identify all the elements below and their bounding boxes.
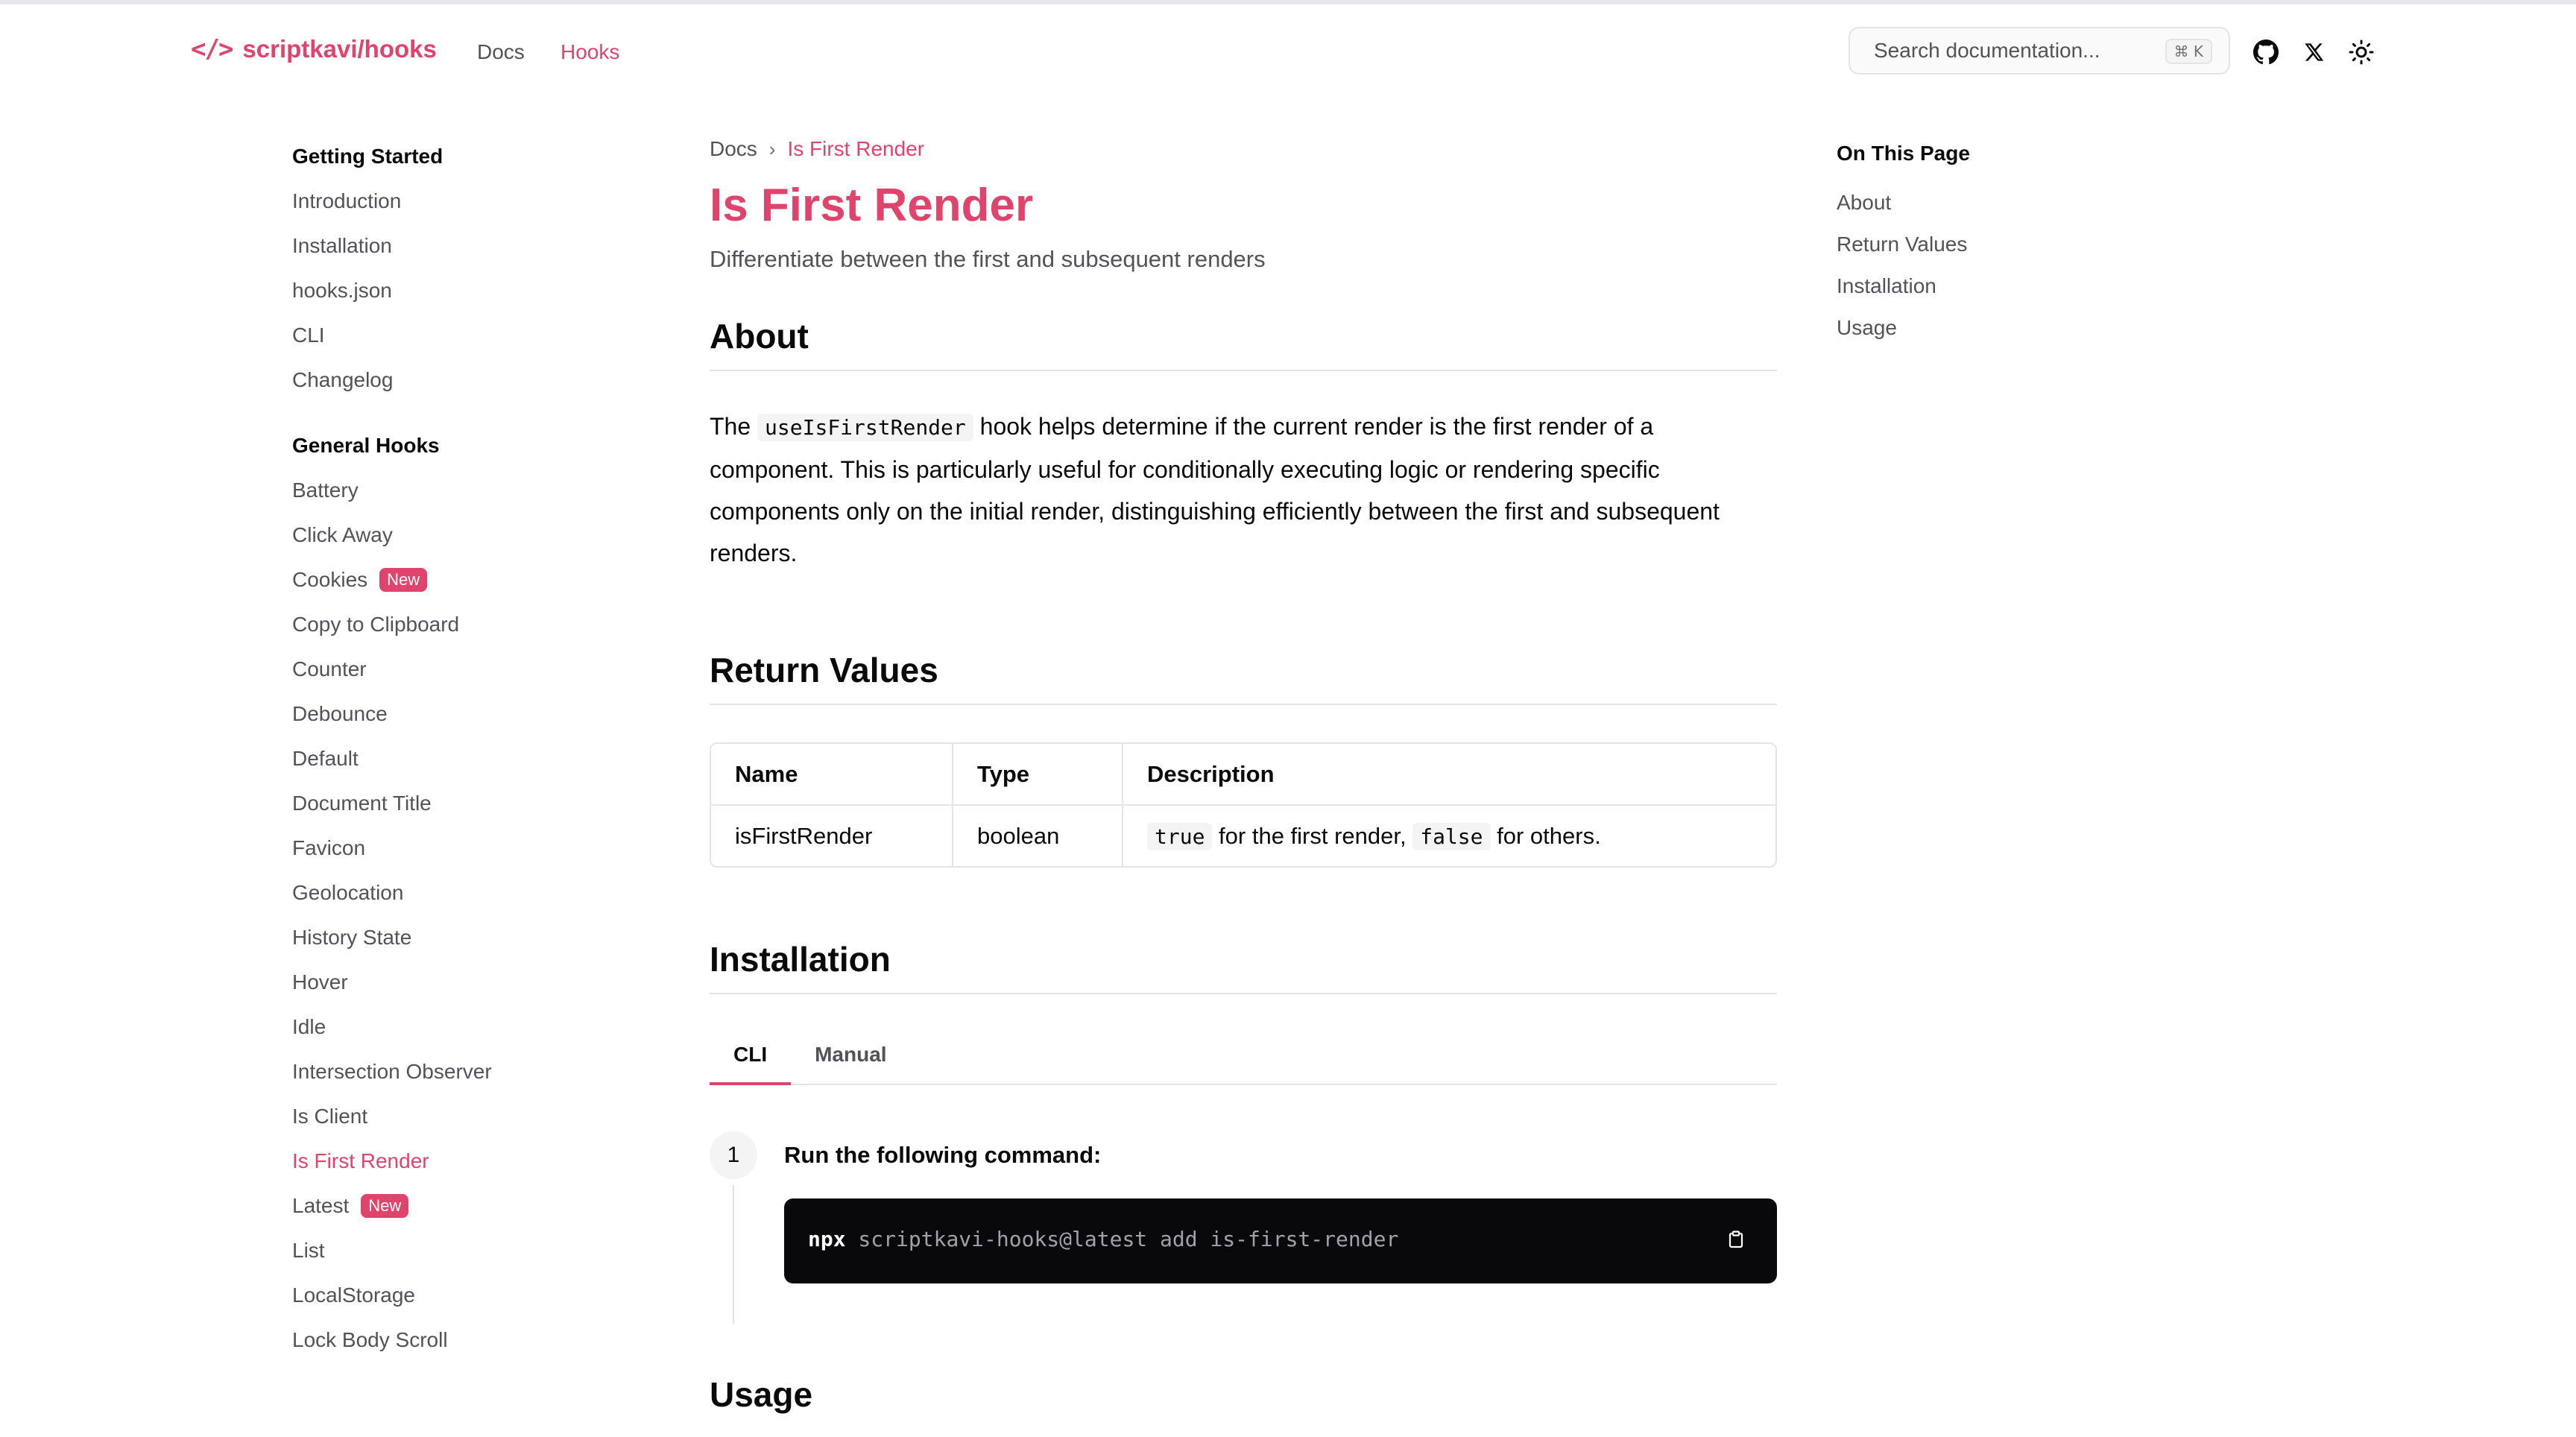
sidebar-item-changelog[interactable]: Changelog xyxy=(292,368,394,391)
search-shortcut: ⌘ K xyxy=(2165,39,2212,64)
sidebar-item-history-state[interactable]: History State xyxy=(292,926,412,949)
cell-name: isFirstRender xyxy=(735,822,873,849)
code-brackets-icon: </> xyxy=(191,34,233,64)
breadcrumb-current: Is First Render xyxy=(787,137,925,160)
nav-docs-link[interactable]: Docs xyxy=(477,40,525,63)
toc-item-about[interactable]: About xyxy=(1837,191,1892,214)
sidebar-item-hooks-json[interactable]: hooks.json xyxy=(292,279,392,302)
table-header-row xyxy=(711,744,1775,805)
toc-title: On This Page xyxy=(1837,142,1970,165)
command-code-block xyxy=(784,1198,1777,1283)
clipboard-icon[interactable] xyxy=(1723,1227,1749,1252)
chevron-right-icon: › xyxy=(768,137,776,160)
search-input[interactable] xyxy=(1874,39,2172,63)
sidebar-item-intersection-observer[interactable]: Intersection Observer xyxy=(292,1060,492,1083)
command-text[interactable]: npx scriptkavi-hooks@latest add is-first-render xyxy=(808,1227,1399,1251)
inline-code: useIsFirstRender xyxy=(757,414,973,441)
sidebar-item-lock-body-scroll[interactable]: Lock Body Scroll xyxy=(292,1328,448,1351)
return-values-table xyxy=(710,742,1777,868)
sidebar-group-general-hooks xyxy=(292,431,665,1370)
table-of-contents xyxy=(1837,137,2135,355)
page-subtitle: Differentiate between the first and subsequent renders xyxy=(710,246,1266,272)
inline-code: false xyxy=(1412,823,1490,850)
sidebar-item-idle[interactable]: Idle xyxy=(292,1015,326,1038)
sidebar-item-is-client[interactable]: Is Client xyxy=(292,1105,368,1128)
cell-description: true for the first render, false for others. xyxy=(1123,805,1775,866)
sidebar-item-introduction[interactable]: Introduction xyxy=(292,189,402,212)
section-heading-installation: Installation xyxy=(710,939,1777,994)
site-logo[interactable] xyxy=(191,34,437,64)
site-header xyxy=(0,4,2576,94)
sidebar-item-localstorage[interactable]: LocalStorage xyxy=(292,1283,416,1307)
install-step xyxy=(710,1131,1777,1288)
sidebar-item-geolocation[interactable]: Geolocation xyxy=(292,881,404,904)
section-heading-usage: Usage xyxy=(710,1375,813,1414)
install-tabs xyxy=(710,1027,1777,1085)
column-header-name: Name xyxy=(711,744,953,805)
sidebar-heading: General Hooks xyxy=(292,434,440,457)
breadcrumb xyxy=(710,131,1777,167)
inline-code: true xyxy=(1147,823,1212,850)
column-header-type: Type xyxy=(953,744,1123,805)
sidebar-item-cli[interactable]: CLI xyxy=(292,323,325,347)
page-title: Is First Render xyxy=(710,180,1034,231)
sidebar-item-debounce[interactable]: Debounce xyxy=(292,702,388,725)
sidebar-group-getting-started xyxy=(292,142,665,410)
nav-hooks-link[interactable]: Hooks xyxy=(561,40,620,63)
step-title: Run the following command: xyxy=(784,1142,1102,1168)
sidebar-item-latest[interactable]: Latest New xyxy=(292,1191,665,1236)
toc-item-return-values[interactable]: Return Values xyxy=(1837,233,1968,256)
cell-type: boolean xyxy=(953,805,1123,866)
x-icon[interactable] xyxy=(2299,37,2329,67)
toc-item-installation[interactable]: Installation xyxy=(1837,274,1936,297)
step-connector xyxy=(733,1185,734,1324)
sidebar-item-list[interactable]: List xyxy=(292,1239,325,1262)
section-heading-about: About xyxy=(710,316,1777,371)
sun-icon[interactable] xyxy=(2346,37,2376,67)
sidebar-heading: Getting Started xyxy=(292,145,443,168)
column-header-description: Description xyxy=(1123,744,1775,805)
sidebar-item-battery[interactable]: Battery xyxy=(292,479,359,502)
search-box[interactable] xyxy=(1849,27,2230,75)
new-badge: New xyxy=(379,568,427,592)
section-heading-return-values: Return Values xyxy=(710,650,1777,705)
main-content xyxy=(710,131,1777,1428)
new-badge: New xyxy=(361,1194,408,1218)
docs-sidebar xyxy=(292,142,665,1391)
sidebar-item-click-away[interactable]: Click Away xyxy=(292,523,393,546)
about-paragraph: The useIsFirstRender hook helps determine if the current render is the first render of a component. This is particularly useful for conditionally executing logic or rendering specific components only on the initial render, distinguishing efficiently between the first and subsequent renders. xyxy=(710,413,1720,566)
step-number: 1 xyxy=(710,1131,757,1179)
sidebar-item-copy-to-clipboard[interactable]: Copy to Clipboard xyxy=(292,613,460,636)
sidebar-item-installation[interactable]: Installation xyxy=(292,234,392,257)
tab-manual[interactable]: Manual xyxy=(815,1043,887,1066)
logo-text: scriptkavi/hooks xyxy=(242,35,437,63)
sidebar-item-document-title[interactable]: Document Title xyxy=(292,792,432,815)
sidebar-item-cookies[interactable]: Cookies New xyxy=(292,565,665,610)
breadcrumb-docs-link[interactable]: Docs xyxy=(710,137,757,160)
table-row xyxy=(711,805,1775,866)
tab-cli[interactable]: CLI xyxy=(710,1027,791,1085)
sidebar-item-is-first-render[interactable]: Is First Render xyxy=(292,1149,429,1172)
github-icon[interactable] xyxy=(2251,37,2281,67)
sidebar-item-counter[interactable]: Counter xyxy=(292,657,367,680)
sidebar-item-favicon[interactable]: Favicon xyxy=(292,836,366,859)
sidebar-item-hover[interactable]: Hover xyxy=(292,970,348,994)
sidebar-item-default[interactable]: Default xyxy=(292,747,359,770)
toc-item-usage[interactable]: Usage xyxy=(1837,316,1897,339)
